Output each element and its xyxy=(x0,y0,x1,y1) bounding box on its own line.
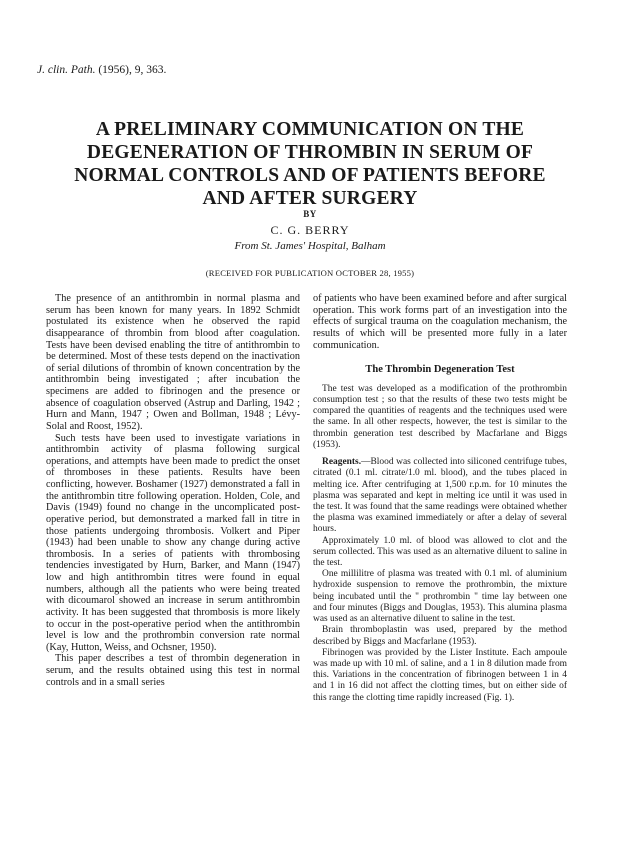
author-name: C. G. BERRY xyxy=(270,223,350,237)
received-date: (RECEIVED FOR PUBLICATION OCTOBER 28, 1955) xyxy=(205,268,415,278)
journal-citation xyxy=(37,64,166,76)
body-paragraph: The presence of an antithrombin in normal plasma and serum has been known for many years. In 1892 Schmidt postulated its existence when he observed the rapid disappearance of thrombin from blood after coagulation. Tests have been devised enabling the titre of antithrombin to be determined. Most of these tests depend on the inactivation of serial dilutions of thrombin of known concentration by the antithrombin being investigated ; after incubation the specimens are added to fibrinogen and the presence or absence of coagulation observed (Astrup and Darling, 1942 ; Hurn and Mann, 1947 ; Owen and Bollman, 1948 ; Lévy-Solal and Roost, 1952). xyxy=(46,293,300,432)
by-line: BY xyxy=(303,209,317,219)
journal-name: J. clin. Path. xyxy=(37,64,96,76)
article-title xyxy=(40,118,580,210)
body-paragraph: One millilitre of plasma was treated with 0.1 ml. of aluminium hydroxide suspension to remove the prothrombin, the mixture being incubated until the " prothrombin " time lay between one and four minutes (Biggs and Douglas, 1953). This alumina plasma was used as an alternative diluent to saline in the test. xyxy=(313,569,567,625)
body-paragraph: The test was developed as a modification of the prothrombin consumption test ; so that the results of these two tests might be compared the quantities of reagents and the techniques used were the same. In all other respects, however, the test is similar to the thrombin generation test described by Macfarlane and Biggs (1953). xyxy=(313,383,567,450)
body-paragraph: Brain thromboplastin was used, prepared by the method described by Biggs and Macfarlane (1953). xyxy=(313,625,567,647)
body-paragraph: Such tests have been used to investigate variations in antithrombin activity of plasma following surgical operations, and attempts have been made to predict the onset of thromboses in these patients. Results have been conflicting, however. Boshamer (1927) demonstrated a fall in the antithrombin titre following operation. Holden, Cole, and Davis (1949) found no change in the uncomplicated post-operative period, but demonstrated a marked fall in titre in those patients undergoing thrombosis. Volkert and Piper (1943) had been unable to show any change during active thrombosis. In a series of patients with thrombosing tendencies investigated by Hurn, Barker, and Mann (1947) low and high antithrombin titres were found in equal numbers, although all the patients who were being treated with dicoumarol showed an increase in serum antithrombin activity. It has been suggested that thrombosis is more likely to occur in the post-operative period when the antithrombin level is low and the prothrombin conversion rate normal (Kay, Hutton, Weiss, and Ochsner, 1950). xyxy=(46,432,300,653)
title-line: DEGENERATION OF THROMBIN IN SERUM OF xyxy=(86,142,534,163)
right-column xyxy=(313,293,567,704)
title-line: NORMAL CONTROLS AND OF PATIENTS BEFORE xyxy=(74,165,546,186)
left-column xyxy=(46,293,300,688)
body-paragraph: This paper describes a test of thrombin degeneration in serum, and the results obtained using this test in normal controls and in a small series xyxy=(46,653,300,688)
body-paragraph: of patients who have been examined before and after surgical operation. This work forms part of an investigation into the effects of surgical trauma on the coagulation mechanism, the results of which will be presented more fully in a later communication. xyxy=(313,293,567,351)
reagents-paragraph xyxy=(313,457,567,536)
author-affiliation: From St. James' Hospital, Balham xyxy=(234,240,386,252)
reagents-label: Reagents. xyxy=(322,457,362,468)
body-paragraph: Fibrinogen was provided by the Lister Institute. Each ampoule was made up with 10 ml. of saline, and a 1 in 8 dilution made from this. Variations in the concentration of fibrinogen between 1 in 4 and 1 in 16 did not affect the clotting times, but on either side of this range the clotting time rapidly increased (Fig. 1). xyxy=(313,647,567,703)
volume-page: (1956), 9, 363. xyxy=(98,64,167,76)
title-line: A PRELIMINARY COMMUNICATION ON THE xyxy=(95,119,525,140)
body-paragraph: Approximately 1.0 ml. of blood was allowed to clot and the serum collected. This was used as an alternative diluent to saline in the test. xyxy=(313,535,567,569)
reagents-text: —Blood was collected into siliconed centrifuge tubes, citrated (0.1 ml. citrate/1.0 ml. blood), and the tubes placed in melting ice. After centrifuging at 1,500 r.p.m. for 10 minutes the plasma was separated and kept in melting ice until it was used in the test. It was found that the same readings were obtained whether the plasma was examined immediately or after a delay of several hours. xyxy=(313,457,567,535)
title-line: AND AFTER SURGERY xyxy=(202,188,418,209)
section-heading: The Thrombin Degeneration Test xyxy=(365,364,515,376)
